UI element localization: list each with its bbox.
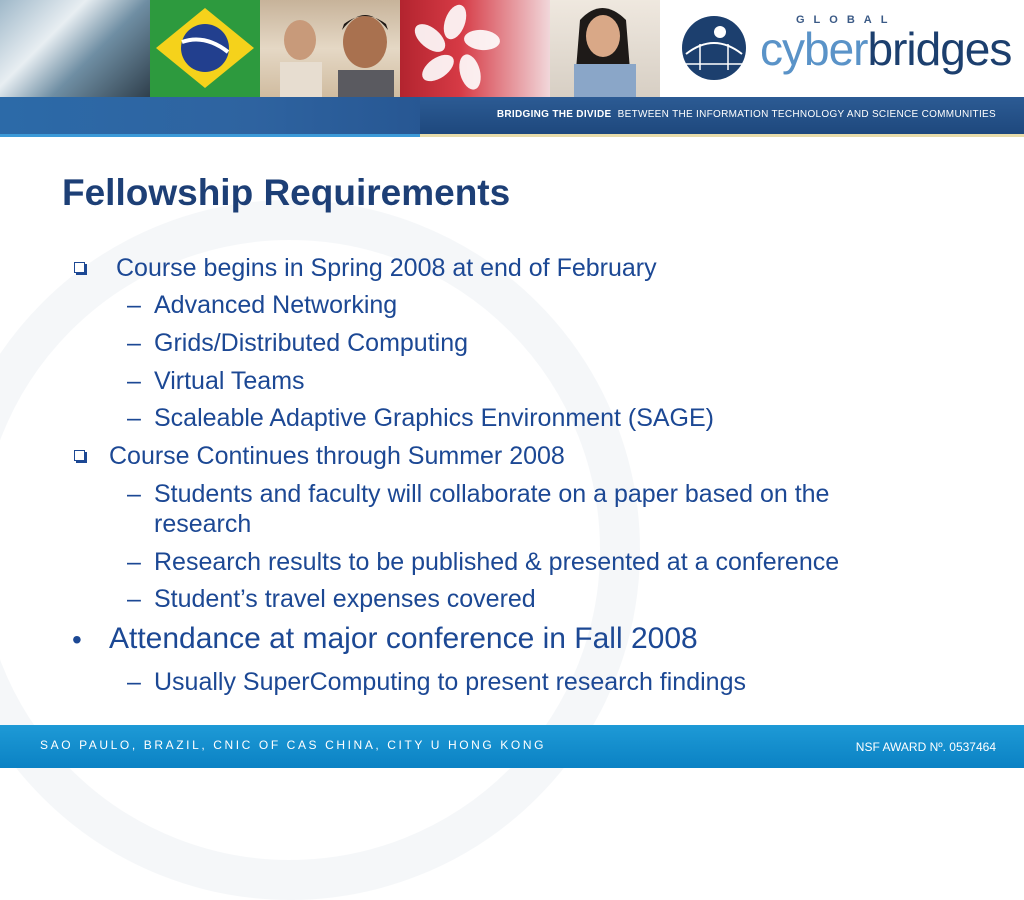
hong-kong-flag-image bbox=[400, 0, 550, 97]
brazil-flag-image bbox=[150, 0, 260, 97]
students-photo bbox=[260, 0, 400, 97]
sub-bullet-text-continued: research bbox=[154, 510, 252, 538]
dash-bullet-icon: – bbox=[127, 480, 141, 508]
footer-award: NSF AWARD Nº. 0537464 bbox=[855, 740, 996, 754]
footer-partners: SAO PAULO, BRAZIL, CNIC OF CAS CHINA, CITY U HONG KONG bbox=[40, 738, 547, 752]
square-bullet-icon bbox=[74, 262, 85, 273]
logo-global-text: GLOBAL bbox=[796, 14, 897, 26]
tagline-bold: BRIDGING THE DIVIDE bbox=[496, 109, 612, 120]
bullet-text: Course Continues through Summer 2008 bbox=[109, 442, 565, 470]
slide-title: Fellowship Requirements bbox=[62, 172, 511, 213]
logo-wordmark bbox=[760, 22, 1011, 76]
sub-bullet-text: Student’s travel expenses covered bbox=[154, 585, 536, 613]
tagline bbox=[497, 109, 996, 120]
globe-bridge-icon bbox=[680, 14, 748, 82]
tagline-bar-left bbox=[0, 97, 420, 134]
photo-collage bbox=[0, 0, 660, 97]
sub-bullet-text: Usually SuperComputing to present research findings bbox=[154, 668, 746, 696]
logo-cyber-text: cyber bbox=[760, 23, 868, 75]
logo-bridges-text: bridges bbox=[867, 23, 1012, 75]
dash-bullet-icon: – bbox=[127, 548, 141, 576]
sub-bullet-text: Grids/Distributed Computing bbox=[154, 329, 469, 357]
tagline-bar bbox=[0, 97, 1024, 134]
global-cyberbridges-logo bbox=[660, 0, 1024, 97]
round-bullet-icon: • bbox=[72, 624, 82, 655]
bullet-text: Course begins in Spring 2008 at end of February bbox=[116, 254, 657, 282]
sub-bullet-text: Students and faculty will collaborate on a paper based on the bbox=[154, 480, 830, 508]
dash-bullet-icon: – bbox=[127, 367, 141, 395]
accent-line bbox=[0, 134, 1024, 137]
footer-bar bbox=[0, 725, 1024, 768]
sub-bullet-text: Scaleable Adaptive Graphics Environment (SAGE) bbox=[154, 404, 714, 432]
sub-bullet-text: Advanced Networking bbox=[154, 291, 398, 319]
bullet-text: Attendance at major conference in Fall 2008 bbox=[109, 622, 698, 655]
bridge-photo bbox=[0, 0, 150, 97]
sub-bullet-text: Research results to be published & presented at a conference bbox=[154, 548, 840, 576]
square-bullet-icon bbox=[74, 450, 85, 461]
dash-bullet-icon: – bbox=[127, 668, 141, 696]
dash-bullet-icon: – bbox=[127, 585, 141, 613]
student-woman-photo bbox=[550, 0, 660, 97]
tagline-rest: BETWEEN THE INFORMATION TECHNOLOGY AND SCIENCE COMMUNITIES bbox=[617, 109, 996, 120]
dash-bullet-icon: – bbox=[127, 404, 141, 432]
dash-bullet-icon: – bbox=[127, 329, 141, 357]
sub-bullet-text: Virtual Teams bbox=[154, 367, 305, 395]
header-banner bbox=[0, 0, 1024, 97]
dash-bullet-icon: – bbox=[127, 291, 141, 319]
